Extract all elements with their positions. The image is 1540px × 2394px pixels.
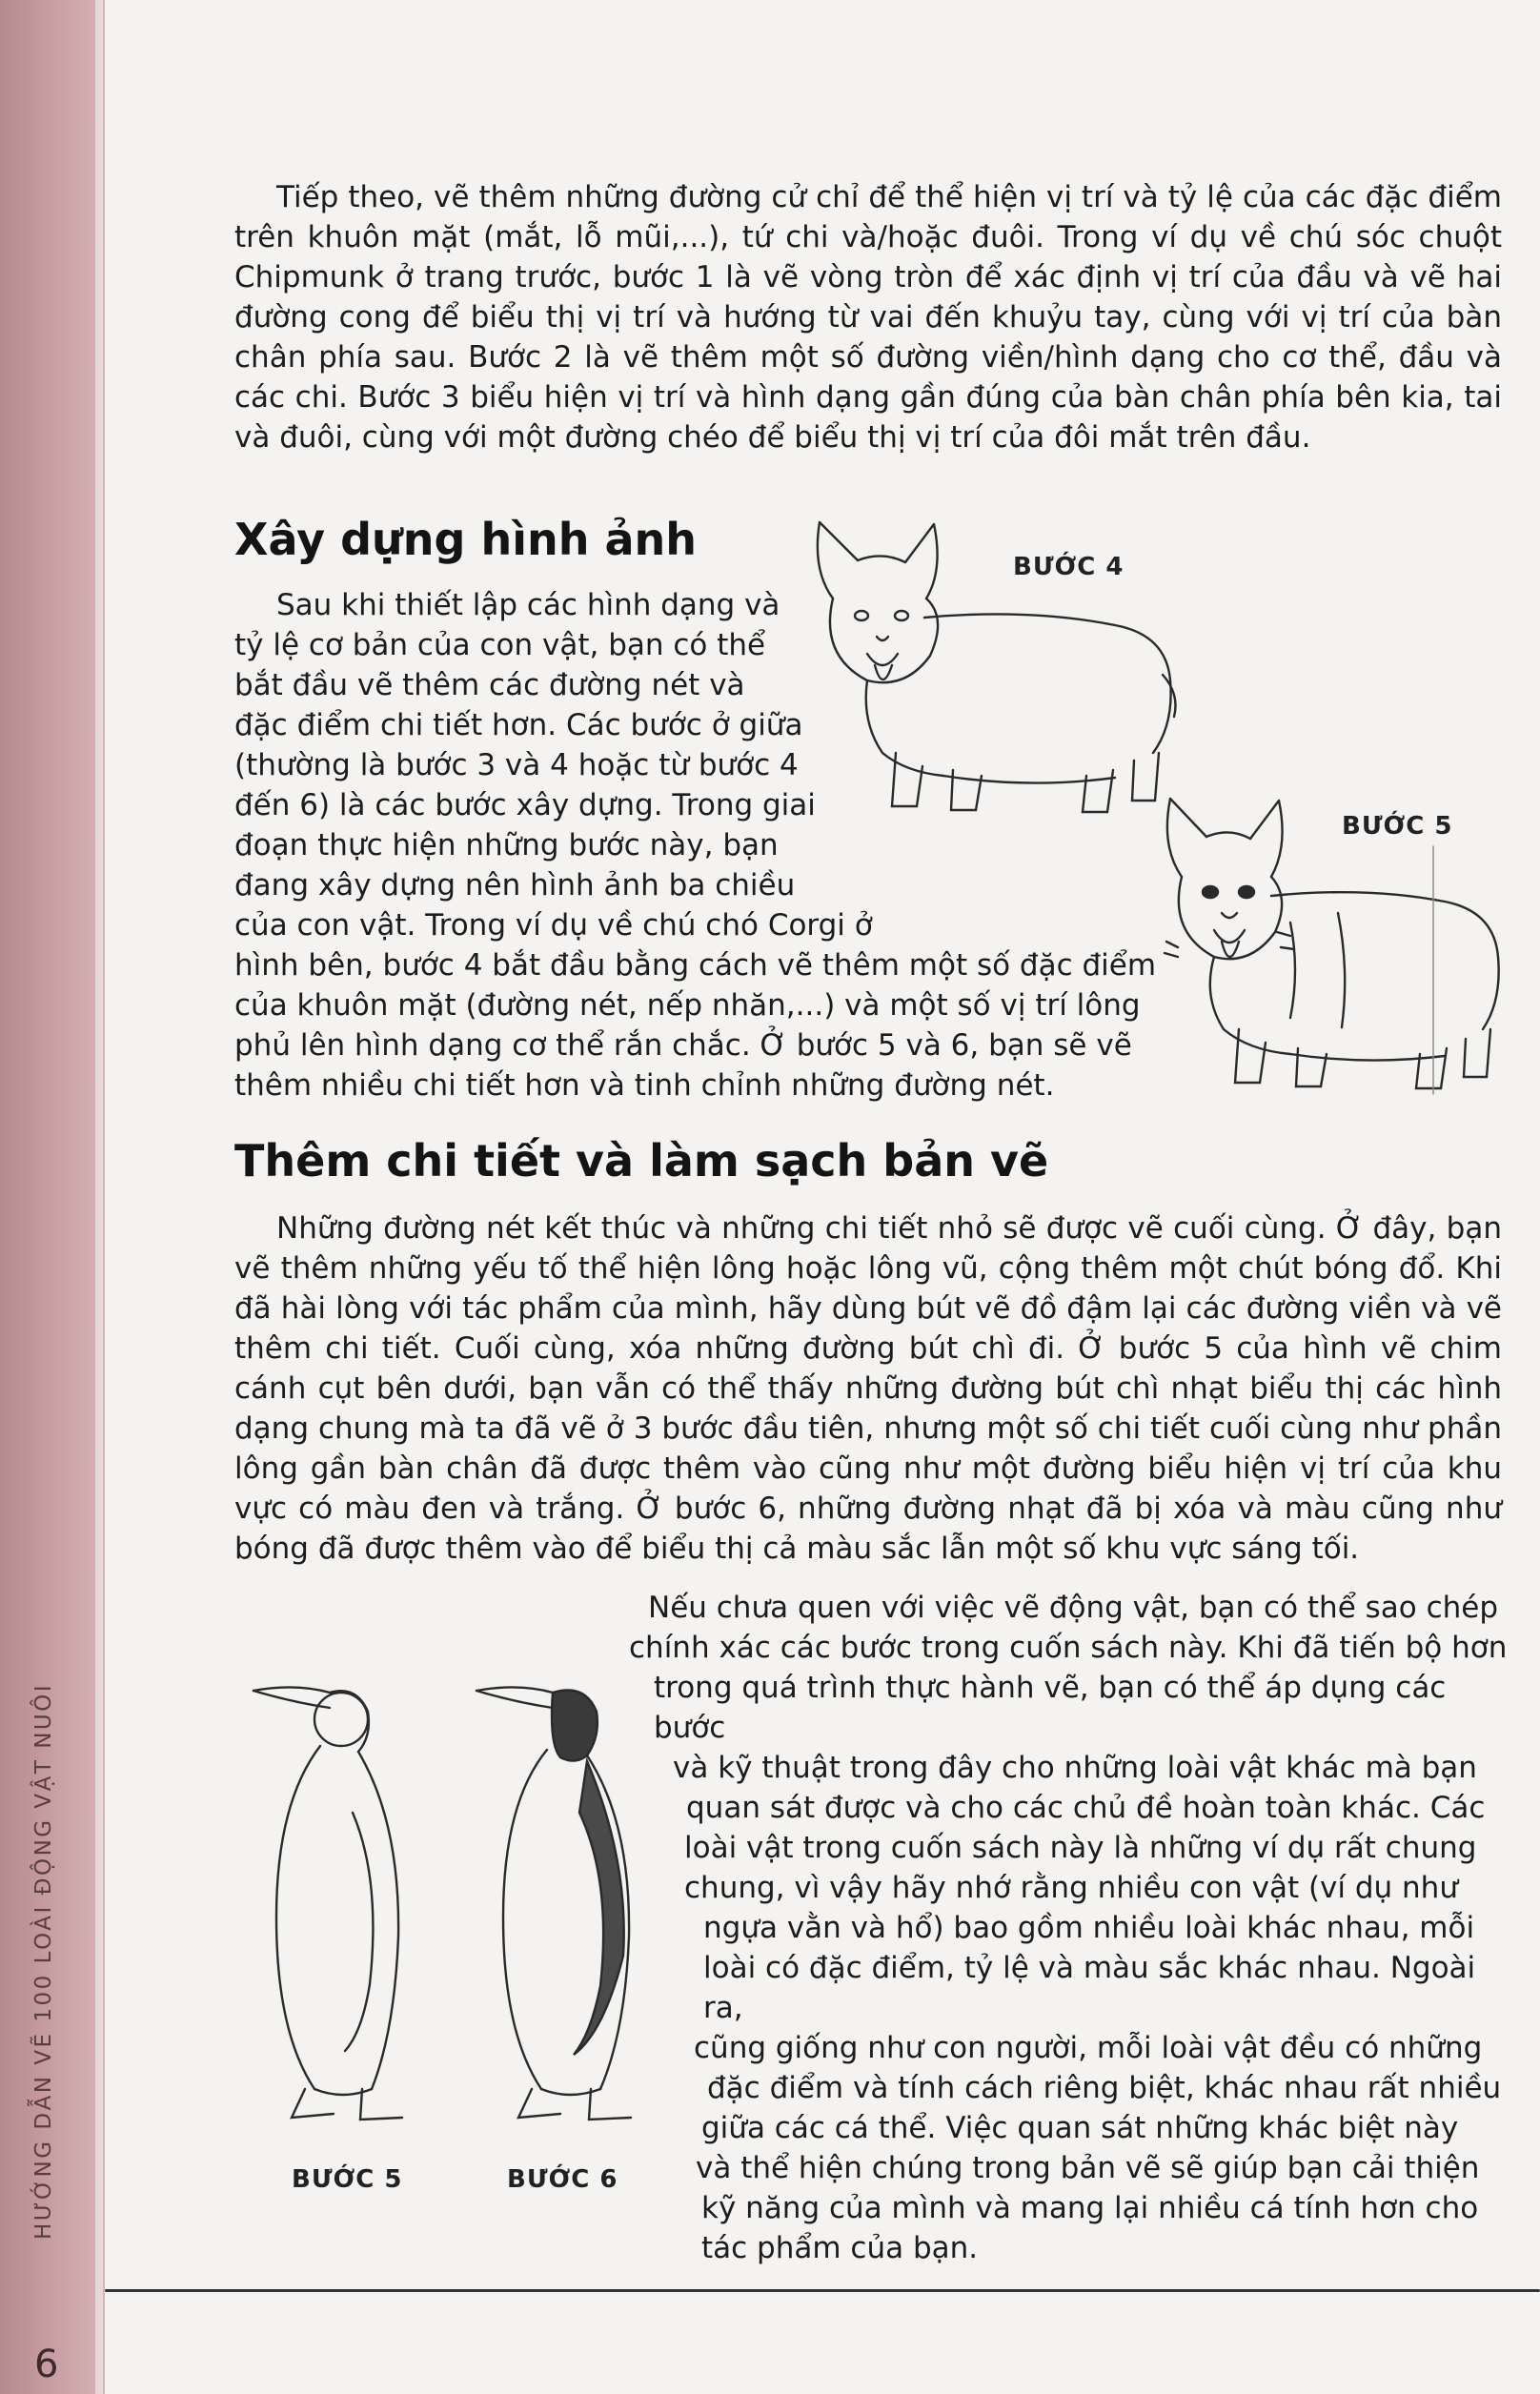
build-line: thêm nhiều chi tiết hơn và tinh chỉnh những đường nét. — [234, 1068, 1055, 1103]
build-line: tỷ lệ cơ bản của con vật, bạn có thể — [234, 628, 766, 662]
penguin-step5-illustration — [238, 1670, 429, 2146]
intro-text: Tiếp theo, vẽ thêm những đường cử chỉ để thể hiện vị trí và tỷ lệ của các đặc điểm trên khuôn mặt (mắt, lỗ mũi,...), tứ chi và/hoặc đuôi. Trong ví dụ về chú sóc chuột Chipmunk ở trang trước, bước 1 là vẽ vòng tròn để xác định vị trí của đầu và vẽ hai đường cong để biểu thị vị trí và hướng từ vai đến khuỷu tay, cùng với vị trí của bàn chân phía sau. Bước 2 là vẽ thêm một số đường viền/hình dạng cho cơ thể, đầu và các chi. Bước 3 biểu hiện vị trí và hình dạng gần đúng của bàn chân phía bên kia, tai và đuôi, cùng với một đường chéo để biểu thị vị trí của đôi mắt trên đầu. — [234, 180, 1502, 455]
closing-line: quan sát được và cho các chủ đề hoàn toàn khác. Các — [686, 1791, 1486, 1825]
closing-line: cũng giống như con người, mỗi loài vật đều có những — [694, 2031, 1483, 2065]
details-paragraph — [234, 1208, 1502, 1569]
bottom-rule — [105, 2289, 1540, 2292]
closing-line: và kỹ thuật trong đây cho những loài vật khác mà bạn — [673, 1751, 1477, 1785]
corgi-step4-label: BƯỚC 4 — [1013, 553, 1125, 581]
closing-line: trong quá trình thực hành vẽ, bạn có thể áp dụng các bước — [654, 1671, 1447, 1745]
corgi-step5-label: BƯỚC 5 — [1342, 812, 1453, 841]
build-line: phủ lên hình dạng cơ thể rắn chắc. Ở bước 5 và 6, bạn sẽ vẽ — [234, 1028, 1132, 1063]
details-text: Những đường nét kết thúc và những chi tiết nhỏ sẽ được vẽ cuối cùng. Ở đây, bạn vẽ thêm những yếu tố thể hiện lông hoặc lông vũ, cộng thêm một chút bóng đổ. Khi đã hài lòng với tác phẩm của mình, hãy dùng bút vẽ đồ đậm lại các đường viền và vẽ thêm chi tiết. Cuối cùng, xóa những đường bút chì đi. Ở bước 5 của hình vẽ chim cánh cụt bên dưới, bạn vẫn có thể thấy những đường bút chì nhạt biểu thị các hình dạng chung mà ta đã vẽ ở 3 bước đầu tiên, nhưng một số chi tiết cuối cùng như phần lông gần bàn chân đã được thêm vào cũng như một đường biểu hiện vị trí của khu vực có màu đen và trắng. Ở bước 6, những đường nhạt đã bị xóa và màu cũng như bóng đã được thêm vào để biểu thị cả màu sắc lẫn một số khu vực sáng tối. — [234, 1211, 1502, 1566]
corgi-step4-illustration — [800, 503, 1201, 827]
closing-line: loài vật trong cuốn sách này là những ví dụ rất chung — [684, 1831, 1477, 1865]
build-line: Sau khi thiết lập các hình dạng và — [276, 588, 780, 622]
build-line: hình bên, bước 4 bắt đầu bằng cách vẽ thêm một số đặc điểm — [234, 948, 1157, 983]
closing-paragraph — [629, 1588, 1515, 2268]
closing-line: chính xác các bước trong cuốn sách này. Khi đã tiến bộ hơn — [629, 1631, 1508, 1665]
build-line: bắt đầu vẽ thêm các đường nét và — [234, 668, 745, 702]
closing-line: chung, vì vậy hãy nhớ rằng nhiều con vật (ví dụ như — [684, 1871, 1458, 1905]
section-heading-build: Xây dựng hình ảnh — [234, 514, 698, 565]
closing-line: kỹ năng của mình và mang lại nhiều cá tính hơn cho — [701, 2191, 1479, 2225]
closing-line: loài có đặc điểm, tỷ lệ và màu sắc khác nhau. Ngoài ra, — [703, 1951, 1476, 2025]
build-line: đoạn thực hiện những bước này, bạn — [234, 828, 779, 862]
corgi-step5-illustration — [1147, 780, 1529, 1104]
margin-edge — [95, 0, 103, 2394]
closing-line: giữa các cá thể. Việc quan sát những khác biệt này — [701, 2111, 1459, 2145]
closing-line: Nếu chưa quen với việc vẽ động vật, bạn có thể sao chép — [648, 1591, 1499, 1625]
closing-line: tác phẩm của bạn. — [701, 2231, 979, 2265]
section-heading-details: Thêm chi tiết và làm sạch bản vẽ — [234, 1135, 1049, 1187]
penguin-step6-label: BƯỚC 6 — [507, 2165, 618, 2194]
closing-line: và thể hiện chúng trong bản vẽ sẽ giúp bạn cải thiện — [696, 2151, 1480, 2185]
build-line: đang xây dựng nên hình ảnh ba chiều — [234, 868, 796, 903]
intro-paragraph — [234, 177, 1502, 457]
closing-line: ngựa vằn và hổ) bao gồm nhiều loài khác nhau, mỗi — [703, 1911, 1475, 1945]
build-line: của con vật. Trong ví dụ về chú chó Corgi ở — [234, 908, 873, 943]
running-title: HƯỚNG DẪN VẼ 100 LOÀI ĐỘNG VẬT NUÔI — [31, 1682, 56, 2240]
build-line: đến 6) là các bước xây dựng. Trong giai — [234, 788, 816, 822]
page-number: 6 — [34, 2343, 59, 2386]
build-line: (thường là bước 3 và 4 hoặc từ bước 4 — [234, 748, 799, 782]
closing-line: đặc điểm và tính cách riêng biệt, khác nhau rất nhiều — [707, 2071, 1502, 2105]
build-line: của khuôn mặt (đường nét, nếp nhăn,...) và một số vị trí lông — [234, 988, 1141, 1023]
build-line: đặc điểm chi tiết hơn. Các bước ở giữa — [234, 708, 803, 742]
penguin-step5-label: BƯỚC 5 — [292, 2165, 403, 2194]
